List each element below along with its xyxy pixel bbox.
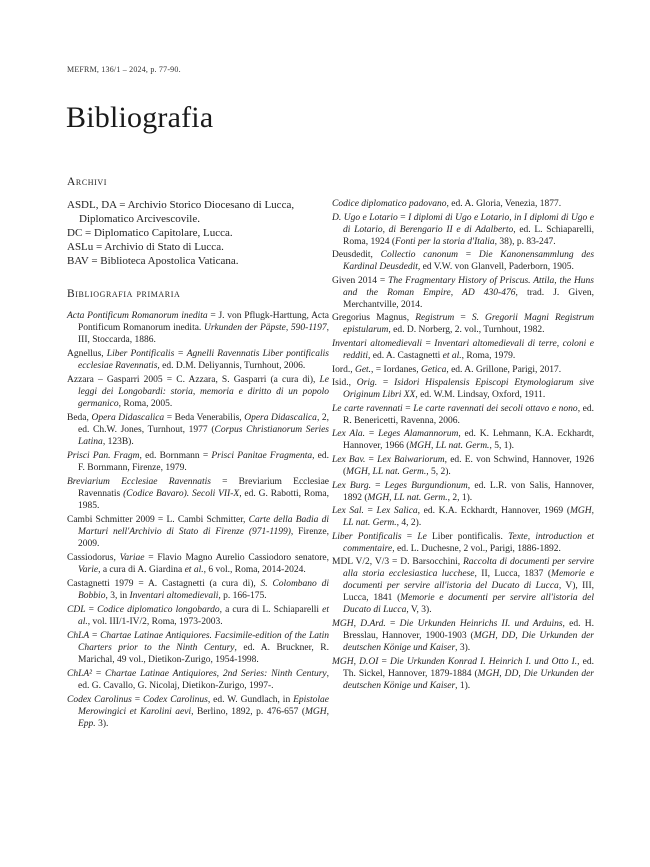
bibliography-entry: Azzara – Gasparri 2005 = C. Azzara, S. Gasparri (a cura di), Le leggi dei Longobardi: storia, memoria e diritto di un popolo germanico, Roma, 2005.	[67, 375, 329, 409]
bibliography-entry: Codex Carolinus = Codex Carolinus, ed. W. Gundlach, in Epistolae Merowingici et Karolini aevi, Berlino, 1892, p. 476-657 (MGH, Epp. 3).	[67, 695, 329, 729]
bibliography-entry: Codice diplomatico padovano, ed. A. Gloria, Venezia, 1877.	[332, 199, 562, 209]
bibliography-entry: MGH, D.OI = Die Urkunden Konrad I. Heinrich I. und Otto I., ed. Th. Sickel, Hannover, 1879-1884 (MGH, DD, Die Urkunden der deutschen Könige und Kaiser, 1).	[332, 656, 595, 691]
bibliography-entry: Cambi Schmitter 2009 = L. Cambi Schmitter, Carte della Badia di Marturi nell'Archivio di Stato di Firenze (971-1199), Firenze, 2009.	[67, 515, 330, 549]
archivi-item: BAV = Biblioteca Apostolica Vaticana.	[67, 255, 239, 267]
bibliography-entry: Le carte ravennati = Le carte ravennati dei secoli ottavo e nono, ed. R. Benericetti, Ravenna, 2006.	[332, 403, 595, 426]
archivi-item: ASLu = Archivio di Stato di Lucca.	[67, 241, 224, 253]
bibliography-entry: Iord., Get., = Iordanes, Getica, ed. A. Grillone, Parigi, 2017.	[332, 364, 562, 375]
left-column	[67, 176, 329, 732]
bibliography-entry: ChLA = Chartae Latinae Antiquiores. Facsimile-edition of the Latin Charters prior to the Ninth Century, ed. A. Bruckner, R. Marichal, 49 vol., Dietikon-Zurigo, 1954-1998.	[67, 631, 330, 665]
bibliography-entry: Deusdedit, Collectio canonum = Die Kanonensammlung des Kardinal Deusdedit, ed V.W. von Glanvell, Paderborn, 1905.	[332, 250, 595, 273]
bibliography-entry: Liber Pontificalis = Le Liber pontificalis. Texte, introduction et commentaire, ed. L. Duchesne, 2 vol., Parigi, 1886-1892.	[332, 531, 594, 554]
bibliography-entry: ChLA² = Chartae Latinae Antiquiores, 2nd Series: Ninth Century, ed. G. Cavallo, G. Nicolaj, Dietikon-Zurigo, 1997-.	[67, 669, 330, 691]
bibliography-entry: Inventari altomedievali = Inventari altomedievali di terre, coloni e redditi, ed. A. Castagnetti et al., Roma, 1979.	[332, 338, 595, 361]
archivi-list	[67, 198, 329, 268]
bibliography-entry: Breviarium Ecclesiae Ravennatis = Breviarium Ecclesiae Ravennatis (Codice Bavaro). Secoli VII-X, ed. G. Rabotti, Roma, 1985.	[67, 477, 329, 511]
archivi-item: DC = Diplomatico Capitolare, Lucca.	[67, 227, 233, 239]
bibliography-entry: Lex Ala. = Leges Alamannorum, ed. K. Lehmann, K.A. Eckhardt, Hannover, 1966 (MGH, LL nat. Germ., 5, 1).	[332, 429, 594, 452]
section-heading-bibliografia-primaria: Bibliografia primaria	[67, 288, 181, 300]
bibliography-entry: CDL = Codice diplomatico longobardo, a cura di L. Schiaparelli et al., vol. III/1-IV/2, Roma, 1973-2003.	[67, 605, 330, 627]
section-heading-archivi: Archivi	[67, 176, 108, 188]
bibliography-entry: Prisci Pan. Fragm, ed. Bornmann = Prisci Panitae Fragmenta, ed. F. Bornmann, Firenze, 1979.	[67, 451, 330, 473]
bibliography-entry: D. Ugo e Lotario = I diplomi di Ugo e Lotario, in I diplomi di Ugo e di Lotario, di Berengario II e di Adalberto, ed. L. Schiaparelli, Roma, 1924 (Fonti per la storia d'Italia, 38), p. 83-247.	[332, 212, 595, 247]
page-title: Bibliografia	[66, 101, 214, 134]
bibliography-entry: Lex Burg. = Leges Burgundionum, ed. L.R. von Salis, Hannover, 1892 (MGH, LL nat. Germ., 2, 1).	[332, 480, 594, 503]
bibliography-entry: Acta Pontificum Romanorum inedita = J. von Pflugk-Harttung, Acta Pontificum Romanorum inedita. Urkunden der Päpste, 590-1197, III, Stoccarda, 1886.	[67, 311, 330, 345]
bibliography-entry: Gregorius Magnus, Registrum = S. Gregorii Magni Registrum epistularum, ed. D. Norberg, 2. vol., Turnhout, 1982.	[332, 313, 594, 336]
bibliography-entry: Lex Bav. = Lex Baiwariorum, ed. E. von Schwind, Hannover, 1926 (MGH, LL nat. Germ., 5, 2).	[332, 454, 594, 477]
bibliography-entry: Lex Sal. = Lex Salica, ed. K.A. Eckhardt, Hannover, 1969 (MGH, LL nat. Germ., 4, 2).	[332, 506, 595, 529]
right-column	[332, 198, 594, 693]
bibliography-entry: MDL V/2, V/3 = D. Barsocchini, Raccolta di documenti per servire alla storia ecclesiastica lucchese, II, Lucca, 1837 (Memorie e documenti per servire all'istoria del Ducato di Lucca, V), III, Lucca, 1841 (Memorie e documenti per servire all'istoria del Ducato di Lucca, V, 3).	[332, 557, 594, 616]
bibliography-entry: MGH, D.Ard. = Die Urkunden Heinrichs II. und Arduins, ed. H. Bresslau, Hannover, 1900-1903 (MGH, DD, Die Urkunden der deutschen Könige und Kaiser, 3).	[332, 618, 594, 653]
bibliography-entry: Given 2014 = The Fragmentary History of Priscus. Attila, the Huns and the Roman Empire, AD 430-476, trad. J. Given, Merchantville, 2014.	[332, 275, 595, 310]
bibliography-entry: Beda, Opera Didascalica = Beda Venerabilis, Opera Didascalica, 2, ed. Ch.W. Jones, Turnhout, 1977 (Corpus Christianorum Series Latina, 123B).	[67, 413, 329, 447]
bibliography-entry: Isid., Orig. = Isidori Hispalensis Episcopi Etymologiarum sive Originum Libri XX, ed. W.M. Lindsay, Oxford, 1911.	[332, 378, 595, 401]
bibliography-entry: Agnellus, Liber Pontificalis = Agnelli Ravennatis Liber pontificalis ecclesiae Ravennatis, ed. D.M. Deliyannis, Turnhout, 2006.	[67, 349, 329, 371]
running-head: MEFRM, 136/1 – 2024, p. 77-90.	[67, 65, 181, 74]
bibliography-entry: Cassiodorus, Variae = Flavio Magno Aurelio Cassiodoro senatore, Varie, a cura di A. Giardina et al., 6 vol., Roma, 2014-2024.	[67, 553, 329, 575]
archivi-item: ASDL, DA = Archivio Storico Diocesano di Lucca, Diplomatico Arcivescovile.	[67, 199, 295, 225]
bibliography-entry: Castagnetti 1979 = A. Castagnetti (a cura di), S. Colombano di Bobbio, 3, in Inventari altomedievali, p. 166-175.	[67, 579, 329, 601]
